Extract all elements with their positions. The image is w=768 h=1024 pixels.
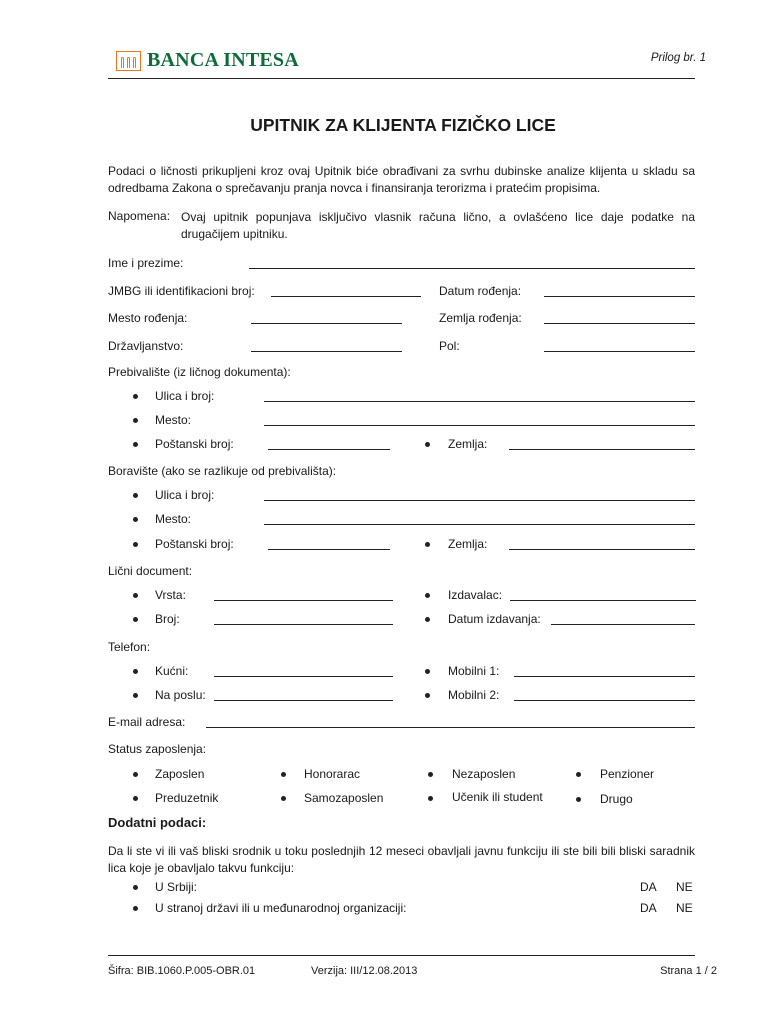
serbia-no-option[interactable]: NE xyxy=(676,880,693,894)
document-number-label: Broj: xyxy=(155,612,180,626)
bullet-icon xyxy=(133,442,138,447)
jmbg-field[interactable] xyxy=(271,296,421,297)
phone-home-label: Kućni: xyxy=(155,664,189,678)
bullet-icon xyxy=(133,906,138,911)
jmbg-label: JMBG ili identifikacioni broj: xyxy=(108,284,255,298)
employment-heading: Status zaposlenja: xyxy=(108,742,207,756)
stay-street-field[interactable] xyxy=(264,500,695,501)
stay-city-field[interactable] xyxy=(264,524,695,525)
bullet-icon xyxy=(281,772,286,777)
name-field[interactable] xyxy=(249,268,695,269)
stay-street-label: Ulica i broj: xyxy=(155,488,215,502)
employment-option[interactable]: Drugo xyxy=(600,792,633,806)
employment-option[interactable]: Preduzetnik xyxy=(155,791,219,805)
document-type-label: Vrsta: xyxy=(155,588,186,602)
phone-work-field[interactable] xyxy=(214,700,393,701)
phone-mobile2-field[interactable] xyxy=(514,700,695,701)
birth-place-label: Mesto rođenja: xyxy=(108,311,188,325)
phone-mobile2-label: Mobilni 2: xyxy=(448,688,500,702)
citizenship-field[interactable] xyxy=(251,351,402,352)
bullet-icon xyxy=(576,772,581,777)
phone-home-field[interactable] xyxy=(214,676,393,677)
birth-date-field[interactable] xyxy=(544,296,695,297)
bullet-icon xyxy=(133,669,138,674)
employment-option[interactable]: Penzioner xyxy=(600,767,655,781)
stay-heading: Boravište (ako se razlikuje od prebivališta): xyxy=(108,464,337,478)
bullet-icon xyxy=(281,796,286,801)
stay-postal-field[interactable] xyxy=(268,549,390,550)
bullet-icon xyxy=(133,796,138,801)
employment-option[interactable]: Učenik ili student xyxy=(452,790,543,804)
stay-postal-label: Poštanski broj: xyxy=(155,537,234,551)
bullet-icon xyxy=(133,693,138,698)
bullet-icon xyxy=(133,542,138,547)
residence-country-label: Zemlja: xyxy=(448,437,488,451)
stay-country-field[interactable] xyxy=(509,549,695,550)
residence-city-field[interactable] xyxy=(264,425,695,426)
footer-code: Šifra: BIB.1060.P.005-OBR.01 xyxy=(108,965,256,977)
bullet-icon xyxy=(425,442,430,447)
birth-date-label: Datum rođenja: xyxy=(439,284,522,298)
residence-city-label: Mesto: xyxy=(155,413,192,427)
phone-mobile1-field[interactable] xyxy=(514,676,695,677)
employment-option[interactable]: Zaposlen xyxy=(155,767,205,781)
residence-street-label: Ulica i broj: xyxy=(155,389,215,403)
residence-postal-field[interactable] xyxy=(268,449,390,450)
bullet-icon xyxy=(576,797,581,802)
foreign-yes-option[interactable]: DA xyxy=(640,901,657,915)
bullet-icon xyxy=(425,542,430,547)
footer-divider xyxy=(108,955,695,956)
birth-place-field[interactable] xyxy=(251,323,402,324)
foreign-label: U stranoj državi ili u međunarodnoj organizaciji: xyxy=(155,901,407,915)
bullet-icon xyxy=(425,617,430,622)
name-label: Ime i prezime: xyxy=(108,256,184,270)
document-type-field[interactable] xyxy=(214,600,393,601)
bullet-icon xyxy=(133,772,138,777)
additional-heading: Dodatni podaci: xyxy=(108,815,207,830)
bullet-icon xyxy=(133,394,138,399)
additional-question: Da li ste vi ili vaš bliski srodnik u toku poslednjih 12 meseci obavljali javnu funkciju ili ste bili bili bliski saradnik lica koje je obavljalo takvu funkciju: xyxy=(108,844,695,875)
residence-heading: Prebivalište (iz ličnog dokumenta): xyxy=(108,365,291,379)
phone-heading: Telefon: xyxy=(108,640,151,654)
birth-country-label: Zemlja rođenja: xyxy=(439,311,522,325)
bullet-icon xyxy=(133,617,138,622)
document-issue-date-field[interactable] xyxy=(551,624,695,625)
bullet-icon xyxy=(425,593,430,598)
page-title: UPITNIK ZA KLIJENTA FIZIČKO LICE xyxy=(250,115,556,135)
serbia-yes-option[interactable]: DA xyxy=(640,880,657,894)
bullet-icon xyxy=(428,796,433,801)
document-issue-date-label: Datum izdavanja: xyxy=(448,612,541,626)
residence-country-field[interactable] xyxy=(509,449,695,450)
note-label: Napomena: xyxy=(108,209,171,223)
phone-work-label: Na poslu: xyxy=(155,688,206,702)
residence-postal-label: Poštanski broj: xyxy=(155,437,234,451)
sex-label: Pol: xyxy=(439,339,460,353)
document-number-field[interactable] xyxy=(214,624,393,625)
arches-logo-icon xyxy=(116,51,141,71)
header-divider xyxy=(108,78,695,79)
email-label: E-mail adresa: xyxy=(108,715,186,729)
serbia-label: U Srbiji: xyxy=(155,880,198,894)
intro-paragraph: Podaci o ličnosti prikupljeni kroz ovaj Upitnik biće obrađivani za svrhu dubinske analize klijenta u skladu sa odredbama Zakona o sprečavanju pranja novca i finansiranja terorizma i pratećim propisima. xyxy=(108,164,695,195)
residence-street-field[interactable] xyxy=(264,401,695,402)
email-field[interactable] xyxy=(206,727,695,728)
employment-option[interactable]: Honorarac xyxy=(304,767,361,781)
bullet-icon xyxy=(133,593,138,598)
bullet-icon xyxy=(133,493,138,498)
phone-mobile1-label: Mobilni 1: xyxy=(448,664,500,678)
bullet-icon xyxy=(133,418,138,423)
bullet-icon xyxy=(133,517,138,522)
citizenship-label: Državljanstvo: xyxy=(108,339,184,353)
foreign-no-option[interactable]: NE xyxy=(676,901,693,915)
stay-country-label: Zemlja: xyxy=(448,537,488,551)
stay-city-label: Mesto: xyxy=(155,512,192,526)
employment-option[interactable]: Samozaposlen xyxy=(304,791,384,805)
footer-page: Strana 1 / 2 xyxy=(660,965,717,977)
bank-logo xyxy=(116,49,299,72)
bullet-icon xyxy=(133,885,138,890)
logo-text: BANCA INTESA xyxy=(147,49,299,71)
appendix-label: Prilog br. 1 xyxy=(650,52,706,64)
birth-country-field[interactable] xyxy=(544,323,695,324)
employment-option[interactable]: Nezaposlen xyxy=(452,767,516,781)
footer-version: Verzija: III/12.08.2013 xyxy=(311,965,418,977)
document-issuer-field[interactable] xyxy=(510,600,696,601)
bullet-icon xyxy=(425,669,430,674)
document-heading: Lični document: xyxy=(108,564,193,578)
bullet-icon xyxy=(425,693,430,698)
document-issuer-label: Izdavalac: xyxy=(448,588,503,602)
note-text: Ovaj upitnik popunjava isključivo vlasnik računa lično, a ovlašćeno lice daje podatke na drugačijem upitniku. xyxy=(181,210,695,241)
sex-field[interactable] xyxy=(544,351,695,352)
bullet-icon xyxy=(428,772,433,777)
